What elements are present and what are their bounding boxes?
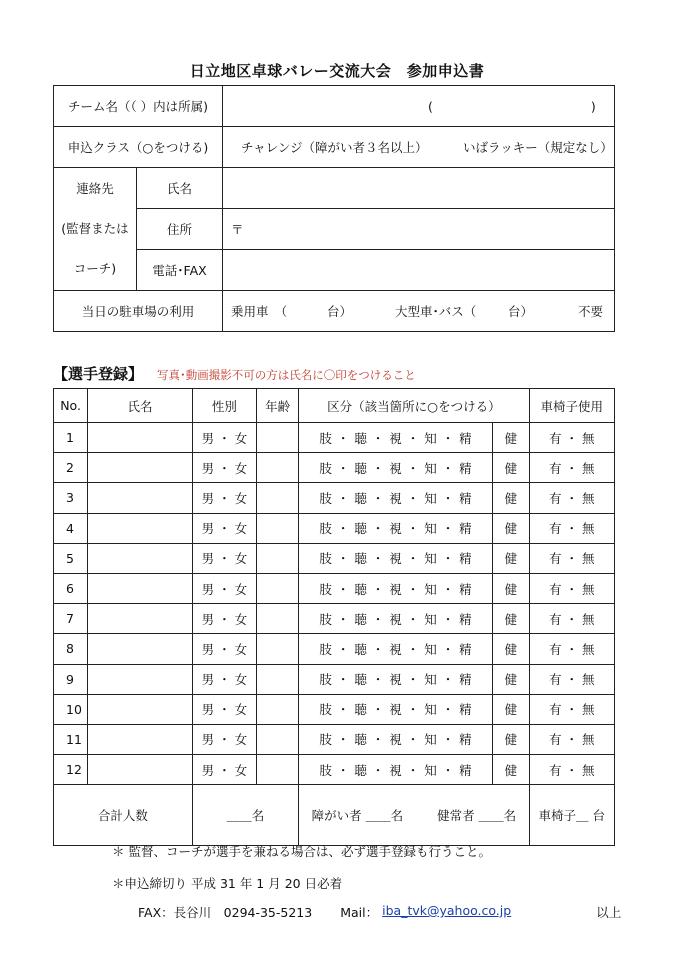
parking-options[interactable] [223, 291, 615, 332]
end-mark: 以上 [596, 905, 622, 920]
player-healthy-option[interactable]: 健 [493, 694, 529, 724]
player-division-option[interactable]: 肢 ・ 聴 ・ 視 ・ 知 ・ 精 [299, 423, 493, 453]
class-options[interactable] [223, 127, 615, 168]
player-division-option[interactable]: 肢 ・ 聴 ・ 視 ・ 知 ・ 精 [299, 483, 493, 513]
player-wheelchair-option[interactable]: 有 ・ 無 [529, 634, 615, 664]
header-sex: 性別 [192, 389, 256, 423]
player-age-field[interactable] [257, 513, 299, 543]
player-healthy-option[interactable]: 健 [493, 483, 529, 513]
player-no: 3 [54, 483, 88, 513]
fax-info: FAX：長谷川 0294-35-5213 [138, 905, 313, 920]
total-row [54, 785, 615, 846]
total-breakdown[interactable] [299, 785, 529, 846]
player-age-field[interactable] [257, 755, 299, 785]
team-name-label: チーム名（（ ）内は所属) [54, 86, 223, 127]
player-name-field[interactable] [88, 604, 193, 634]
player-row [54, 483, 615, 513]
player-healthy-option[interactable]: 健 [493, 513, 529, 543]
parking-label: 当日の駐車場の利用 [54, 291, 223, 332]
phone-fax-field[interactable] [223, 250, 615, 291]
player-sex-option[interactable]: 男 ・ 女 [192, 573, 256, 603]
player-sex-option[interactable]: 男 ・ 女 [192, 664, 256, 694]
header-age: 年齢 [257, 389, 299, 423]
player-row [54, 604, 615, 634]
contact-label: 連絡先 (監督または コーチ) [54, 168, 137, 291]
player-row [54, 724, 615, 754]
player-no: 7 [54, 604, 88, 634]
player-wheelchair-option[interactable]: 有 ・ 無 [529, 724, 615, 754]
phone-fax-label: 電話･FAX [137, 250, 223, 291]
player-age-field[interactable] [257, 453, 299, 483]
player-age-field[interactable] [257, 694, 299, 724]
player-no: 9 [54, 664, 88, 694]
player-name-field[interactable] [88, 755, 193, 785]
player-sex-option[interactable]: 男 ・ 女 [192, 634, 256, 664]
player-no: 8 [54, 634, 88, 664]
player-healthy-option[interactable]: 健 [493, 664, 529, 694]
player-age-field[interactable] [257, 664, 299, 694]
header-wheelchair: 車椅子使用 [529, 389, 615, 423]
player-wheelchair-option[interactable]: 有 ・ 無 [529, 755, 615, 785]
address-field[interactable]: 〒 [223, 209, 615, 250]
section-heading: 【選手登録】 [53, 365, 144, 383]
mail-link[interactable]: iba_tvk@yahoo.co.jp [382, 903, 512, 918]
player-row [54, 634, 615, 664]
player-row [54, 755, 615, 785]
team-name-field[interactable] [223, 86, 615, 127]
player-name-field[interactable] [88, 453, 193, 483]
address-label: 住所 [137, 209, 223, 250]
player-division-option[interactable]: 肢 ・ 聴 ・ 視 ・ 知 ・ 精 [299, 664, 493, 694]
player-name-field[interactable] [88, 513, 193, 543]
player-sex-option[interactable]: 男 ・ 女 [192, 543, 256, 573]
player-row [54, 694, 615, 724]
contact-footer [138, 903, 621, 921]
player-division-option[interactable]: 肢 ・ 聴 ・ 視 ・ 知 ・ 精 [299, 634, 493, 664]
player-registration-section [53, 363, 416, 384]
player-wheelchair-option[interactable]: 有 ・ 無 [529, 604, 615, 634]
photo-note: 写真･動画撮影不可の方は氏名に〇印をつけること [157, 368, 416, 382]
player-wheelchair-option[interactable]: 有 ・ 無 [529, 423, 615, 453]
player-name-field[interactable] [88, 423, 193, 453]
player-row [54, 543, 615, 573]
player-name-field[interactable] [88, 543, 193, 573]
parking-car-unit: 台） [327, 304, 353, 319]
coach-note: ＊ 監督、コーチが選手を兼ねる場合は、必ず選手登録も行うこと。 [112, 844, 491, 859]
player-no: 4 [54, 513, 88, 543]
paren-close: ) [590, 98, 596, 114]
parking-car-label: 乗用車 （ [231, 304, 288, 319]
class-challenge-option[interactable]: チャレンジ（障がい者３名以上） [241, 140, 428, 155]
player-sex-option[interactable]: 男 ・ 女 [192, 694, 256, 724]
header-division: 区分（該当箇所に○をつける） [299, 389, 529, 423]
player-no: 2 [54, 453, 88, 483]
player-healthy-option[interactable]: 健 [493, 634, 529, 664]
total-label: 合計人数 [54, 785, 193, 846]
player-age-field[interactable] [257, 724, 299, 754]
form-title: 日立地区卓球バレー交流大会 参加申込書 [189, 62, 485, 80]
total-count[interactable]: ＿＿名 [192, 785, 299, 846]
parking-bus-label: 大型車･バス（ [395, 304, 477, 319]
parking-none-option[interactable]: 不要 [578, 304, 604, 319]
player-healthy-option[interactable]: 健 [493, 453, 529, 483]
player-sex-option[interactable]: 男 ・ 女 [192, 453, 256, 483]
player-healthy-option[interactable]: 健 [493, 543, 529, 573]
player-sex-option[interactable]: 男 ・ 女 [192, 755, 256, 785]
player-wheelchair-option[interactable]: 有 ・ 無 [529, 573, 615, 603]
contact-name-label: 氏名 [137, 168, 223, 209]
player-no: 12 [54, 755, 88, 785]
player-name-field[interactable] [88, 664, 193, 694]
player-division-option[interactable]: 肢 ・ 聴 ・ 視 ・ 知 ・ 精 [299, 724, 493, 754]
player-age-field[interactable] [257, 573, 299, 603]
player-no: 1 [54, 423, 88, 453]
player-no: 10 [54, 694, 88, 724]
player-no: 6 [54, 573, 88, 603]
player-division-option[interactable]: 肢 ・ 聴 ・ 視 ・ 知 ・ 精 [299, 694, 493, 724]
player-division-option[interactable]: 肢 ・ 聴 ・ 視 ・ 知 ・ 精 [299, 453, 493, 483]
deadline-note: ＊申込締切り 平成 31 年 1 月 20 日必着 [112, 876, 343, 891]
player-sex-option[interactable]: 男 ・ 女 [192, 604, 256, 634]
player-age-field[interactable] [257, 423, 299, 453]
player-division-option[interactable]: 肢 ・ 聴 ・ 視 ・ 知 ・ 精 [299, 573, 493, 603]
player-wheelchair-option[interactable]: 有 ・ 無 [529, 453, 615, 483]
players-table [53, 388, 615, 846]
player-age-field[interactable] [257, 634, 299, 664]
player-name-field[interactable] [88, 724, 193, 754]
player-wheelchair-option[interactable]: 有 ・ 無 [529, 513, 615, 543]
total-healthy: 健常者 ＿＿名 [437, 808, 517, 824]
player-name-field[interactable] [88, 694, 193, 724]
player-division-option[interactable]: 肢 ・ 聴 ・ 視 ・ 知 ・ 精 [299, 604, 493, 634]
application-info-table [53, 85, 615, 332]
player-row [54, 423, 615, 453]
player-wheelchair-option[interactable]: 有 ・ 無 [529, 543, 615, 573]
player-wheelchair-option[interactable]: 有 ・ 無 [529, 694, 615, 724]
paren-open: ( [428, 98, 433, 114]
player-no: 5 [54, 543, 88, 573]
player-division-option[interactable]: 肢 ・ 聴 ・ 視 ・ 知 ・ 精 [299, 513, 493, 543]
player-wheelchair-option[interactable]: 有 ・ 無 [529, 664, 615, 694]
player-division-option[interactable]: 肢 ・ 聴 ・ 視 ・ 知 ・ 精 [299, 755, 493, 785]
player-sex-option[interactable]: 男 ・ 女 [192, 724, 256, 754]
header-no: No. [54, 389, 88, 423]
header-name: 氏名 [88, 389, 193, 423]
player-sex-option[interactable]: 男 ・ 女 [192, 513, 256, 543]
class-iba-option[interactable]: いばラッキー（規定なし） [463, 140, 613, 155]
player-wheelchair-option[interactable]: 有 ・ 無 [529, 483, 615, 513]
total-disabled: 障がい者 ＿＿名 [311, 808, 404, 824]
player-healthy-option[interactable]: 健 [493, 423, 529, 453]
player-row [54, 664, 615, 694]
player-row [54, 573, 615, 603]
player-no: 11 [54, 724, 88, 754]
player-sex-option[interactable]: 男 ・ 女 [192, 483, 256, 513]
player-age-field[interactable] [257, 543, 299, 573]
player-sex-option[interactable]: 男 ・ 女 [192, 423, 256, 453]
parking-bus-unit: 台） [508, 304, 534, 319]
player-healthy-option[interactable]: 健 [493, 573, 529, 603]
player-row [54, 453, 615, 483]
player-healthy-option[interactable]: 健 [493, 604, 529, 634]
player-name-field[interactable] [88, 483, 193, 513]
player-name-field[interactable] [88, 573, 193, 603]
player-row [54, 513, 615, 543]
player-age-field[interactable] [257, 604, 299, 634]
contact-name-field[interactable] [223, 168, 615, 209]
mail-label: Mail： [340, 905, 379, 920]
player-healthy-option[interactable]: 健 [493, 755, 529, 785]
player-healthy-option[interactable]: 健 [493, 724, 529, 754]
total-wheelchair[interactable]: 車椅子＿ 台 [529, 785, 615, 846]
class-label: 申込クラス（○をつける) [54, 127, 223, 168]
player-name-field[interactable] [88, 634, 193, 664]
player-age-field[interactable] [257, 483, 299, 513]
player-division-option[interactable]: 肢 ・ 聴 ・ 視 ・ 知 ・ 精 [299, 543, 493, 573]
